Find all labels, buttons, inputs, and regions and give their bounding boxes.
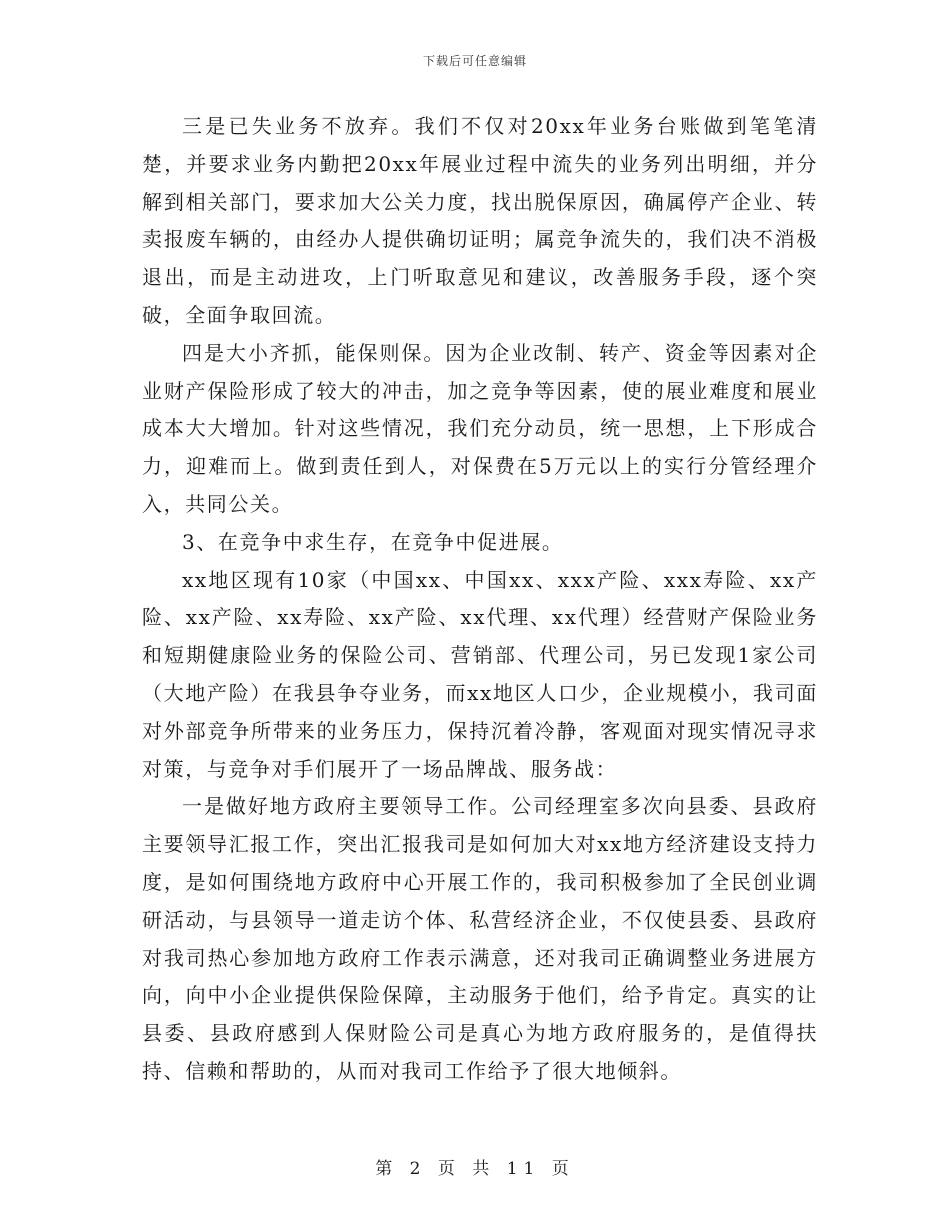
document-body xyxy=(142,108,818,1091)
page-header: 下载后可任意编辑 xyxy=(422,54,527,68)
page-footer: 第 2 页 共 11 页 xyxy=(375,1159,575,1179)
paragraph-market-situation: xx地区现有10家（中国xx、中国xx、xxx产险、xxx寿险、xx产险、xx产险、xx寿险、xx产险、xx代理、xx代理）经营财产保险业务和短期健康险业务的保险公司、营销部、代理公司，另已发现1家公司（大地产险）在我县争夺业务，而xx地区人口少，企业规模小，我司面对外部竞争所带来的业务压力，保持沉着冷静，客观面对现实情况寻求对策，与竞争对手们展开了一场品牌战、服务战： xyxy=(142,567,818,781)
paragraph-lost-business: 三是已失业务不放弃。我们不仅对20xx年业务台账做到笔笔清楚，并要求业务内勤把20xx年展业过程中流失的业务列出明细，并分解到相关部门，要求加大公关力度，找出脱保原因，确属停产企业、转卖报废车辆的，由经办人提供确切证明；属竞争流失的，我们决不消极退出，而是主动进攻，上门听取意见和建议，改善服务手段，逐个突破，全面争取回流。 xyxy=(142,114,818,327)
paragraph-large-and-small: 四是大小齐抓，能保则保。因为企业改制、转产、资金等因素对企业财产保险形成了较大的冲击，加之竞争等因素，使的展业难度和展业成本大大增加。针对这些情况，我们充分动员，统一思想，上下形成合力，迎难而上。做到责任到人，对保费在5万元以上的实行分管经理介入，共同公关。 xyxy=(142,340,818,516)
section-heading-competition: 3、在竞争中求生存，在竞争中促进展。 xyxy=(182,529,564,554)
paragraph-local-government: 一是做好地方政府主要领导工作。公司经理室多次向县委、县政府主要领导汇报工作，突出汇报我司是如何加大对xx地方经济建设支持力度，是如何围绕地方政府中心开展工作的，我司积极参加了全民创业调研活动，与县领导一道走访个体、私营经济企业，不仅使县委、县政府对我司热心参加地方政府工作表示满意，还对我司正确调整业务进展方向，向中小企业提供保险保障，主动服务于他们，给予肯定。真实的让县委、县政府感到人保财险公司是真心为地方政府服务的，是值得扶持、信赖和帮助的，从而对我司工作给予了很大地倾斜。 xyxy=(142,794,818,1083)
